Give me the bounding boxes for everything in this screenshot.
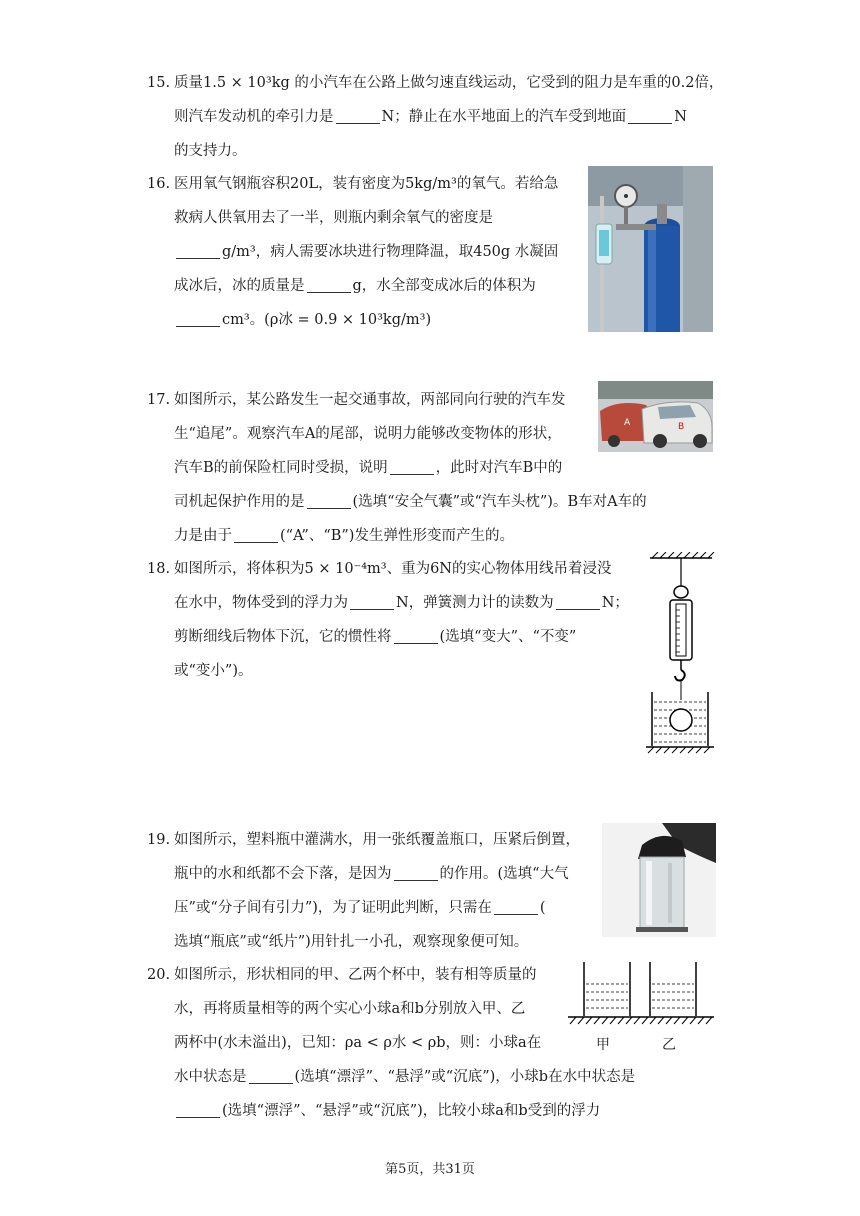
text: g，水全部变成冰后的体积为 [352, 278, 536, 294]
inverted-bottle-photo [602, 823, 716, 937]
answer-blank[interactable] [307, 490, 351, 509]
text: 在水中，物体受到的浮力为 [174, 595, 348, 611]
answer-blank[interactable] [176, 308, 220, 327]
answer-blank[interactable] [350, 591, 394, 610]
question-number: 17. [147, 392, 171, 408]
text: N [674, 109, 687, 125]
text: 医用氧气钢瓶容积20L，装有密度为5kg/m³的氧气。若给急 [174, 176, 559, 192]
answer-blank[interactable] [176, 240, 220, 259]
text: 水中状态是 [174, 1069, 247, 1085]
question-number: 15. [147, 75, 171, 91]
text: 选填“瓶底”或“纸片”)用针扎一小孔，观察现象便可知。 [174, 934, 529, 950]
text: 如图所示，形状相同的甲、乙两个杯中，装有相等质量的 [174, 967, 537, 983]
text: 力是由于 [174, 528, 232, 544]
answer-blank[interactable] [307, 274, 351, 293]
text: (选填“漂浮”、“悬浮”或“沉底”)，小球b在水中状态是 [294, 1069, 636, 1085]
text: (选填“安全气囊”或“汽车头枕”)。B车对A车的 [352, 494, 647, 510]
text: 汽车B的前保险杠同时受损，说明 [174, 460, 388, 476]
text: N；静止在水平地面上的汽车受到地面 [381, 109, 627, 125]
answer-blank[interactable] [249, 1065, 293, 1084]
answer-blank[interactable] [394, 862, 438, 881]
answer-blank[interactable] [556, 591, 600, 610]
text: cm³。(ρ冰 = 0.9 × 10³kg/m³) [222, 312, 432, 328]
text: 剪断细线后物体下沉，它的惯性将 [174, 629, 392, 645]
text: 压”或“分子间有引力”)，为了证明此判断，只需在 [174, 900, 492, 916]
text: g/m³，病人需要冰块进行物理降温，取450g 水凝固 [222, 244, 559, 260]
text: 如图所示，塑料瓶中灌满水，用一张纸覆盖瓶口，压紧后倒置， [174, 832, 580, 848]
text: 的支持力。 [174, 143, 247, 159]
spring-scale-diagram [644, 552, 716, 754]
text: 则汽车发动机的牵引力是 [174, 109, 334, 125]
text: (选填“变大”、“不变” [439, 629, 577, 645]
car-label-b: B [678, 422, 685, 432]
text: N，弹簧测力计的读数为 [396, 595, 554, 611]
answer-blank[interactable] [394, 625, 438, 644]
page-footer: 第5页，共31页 [385, 1162, 475, 1177]
car-crash-photo [598, 381, 713, 452]
text: 水，再将质量相等的两个实心小球a和b分别放入甲、乙 [174, 1001, 526, 1017]
answer-blank[interactable] [628, 105, 672, 124]
text: (“A”、“B”)发生弹性形变而产生的。 [280, 528, 514, 544]
text: 司机起保护作用的是 [174, 494, 305, 510]
text: ( [539, 900, 546, 916]
answer-blank[interactable] [390, 456, 434, 475]
text: 生“追尾”。观察汽车A的尾部，说明力能够改变物体的形状， [174, 426, 562, 442]
question-number: 16. [147, 176, 171, 192]
text: ，此时对汽车B中的 [435, 460, 563, 476]
text: (选填“漂浮”、“悬浮”或“沉底”)，比较小球a和b受到的浮力 [222, 1103, 601, 1119]
answer-blank[interactable] [336, 105, 380, 124]
answer-blank[interactable] [494, 896, 538, 915]
text: 如图所示，将体积为5 × 10⁻⁴m³、重为6N的实心物体用线吊着浸没 [174, 561, 612, 577]
text: 的作用。(选填“大气 [439, 866, 569, 882]
text: 瓶中的水和纸都不会下落，是因为 [174, 866, 392, 882]
text: 或“变小”)。 [174, 663, 253, 679]
car-label-a: A [624, 418, 631, 428]
text: 如图所示，某公路发生一起交通事故，两部同向行驶的汽车发 [174, 392, 566, 408]
text: 救病人供氧用去了一半，则瓶内剩余氧气的密度是 [174, 210, 493, 226]
question-number: 18. [147, 561, 171, 577]
text: N； [601, 595, 629, 611]
cup-label-yi: 乙 [662, 1037, 676, 1053]
cup-label-jia: 甲 [596, 1037, 610, 1053]
text: 两杯中(水未溢出)，已知：ρa < ρ水 < ρb，则：小球a在 [174, 1035, 542, 1051]
oxygen-tank-photo [588, 166, 713, 332]
answer-blank[interactable] [176, 1099, 220, 1118]
question-number: 20. [147, 967, 171, 983]
text: 质量1.5 × 10³kg 的小汽车在公路上做匀速直线运动，它受到的阻力是车重的0.2倍， [174, 75, 724, 91]
text: 成冰后，冰的质量是 [174, 278, 305, 294]
answer-blank[interactable] [234, 524, 278, 543]
two-cups-diagram [566, 960, 716, 1026]
question-number: 19. [147, 832, 171, 848]
